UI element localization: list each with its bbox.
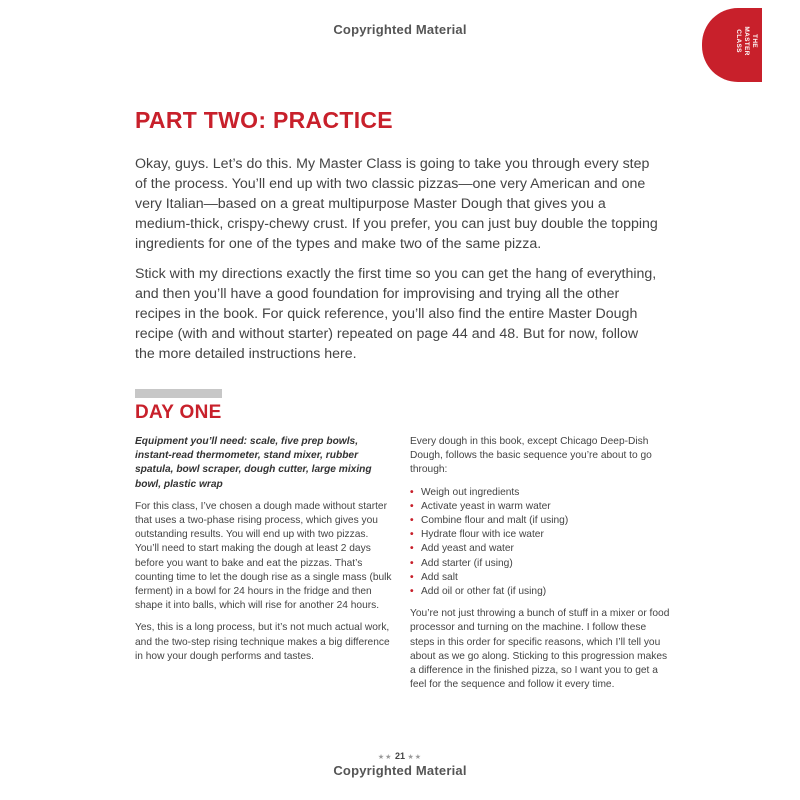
bullet-icon: • (410, 486, 414, 498)
day-one-heading: DAY ONE (135, 402, 222, 423)
bullet-icon: • (410, 543, 414, 555)
bullet-icon: • (410, 515, 414, 527)
bullet-icon: • (410, 557, 414, 569)
list-item: • Add oil or other fat (if using) (410, 585, 672, 599)
list-item: • Combine flour and malt (if using) (410, 514, 672, 528)
list-item: • Activate yeast in warm water (410, 500, 672, 514)
sequence-list (410, 486, 672, 600)
intro-paragraph-2: Stick with my directions exactly the first time so you can get the hang of everything, and then you’ll have a good foundation for improvising and trying all the other recipes in the book. For quick reference, you’ll also find the entire Master Dough recipe (with and without starter) repeated on page 44 and 48. But for now, follow the more detailed instructions here. (135, 266, 657, 362)
copyright-header: Copyrighted Material (333, 22, 467, 37)
list-item: • Add yeast and water (410, 542, 672, 556)
star-ornament-icon: ★★ (407, 754, 423, 761)
chapter-side-tab-label: THE MASTER CLASS (735, 26, 758, 56)
section-divider-bar (135, 389, 222, 398)
bullet-icon: • (410, 500, 414, 512)
sequence-outro: You’re not just throwing a bunch of stuff in a mixer or food processor and turning on the machine. I follow these steps in this order for specific reasons, which I’ll tell you about as we go along. Sticking to this progression makes a difference in the finished pizza, so I want you to get a feel for the sequence and follow it every time. (410, 608, 670, 691)
star-ornament-icon: ★★ (377, 754, 393, 761)
sequence-intro: Every dough in this book, except Chicago Deep-Dish Dough, follows the basic sequence you’re about to go through: (410, 436, 652, 476)
left-paragraph-2: Yes, this is a long process, but it’s not much actual work, and the two-step rising technique makes a big difference in how your dough performs and tastes. (135, 622, 390, 662)
chapter-side-tab (702, 8, 762, 82)
bullet-icon: • (410, 586, 414, 598)
bullet-icon: • (410, 571, 414, 583)
page-number-value: 21 (394, 751, 405, 761)
left-paragraph-1: For this class, I’ve chosen a dough made without starter that uses a two-phase rising process, which gives you outstanding results. You will end up with two pizzas. You’ll need to start making the dough at least 2 days before you want to bake and eat the pizzas. That’s counting time to let the dough rise as a single mass (bulk ferment) in a bowl for 24 hours in the fridge and then shape it into balls, which will rise for another 24 hours. (135, 500, 392, 612)
intro-paragraph-1: Okay, guys. Let’s do this. My Master Class is going to take you through every step of the process. You’ll end up with two classic pizzas—one very American and one very Italian—based on a great multipurpose Master Dough that gives you a medium-thick, crispy-chewy crust. If you prefer, you can just buy double the topping ingredients for one of the types and make two of the same pizza. (135, 156, 658, 252)
list-item: • Weigh out ingredients (410, 486, 672, 500)
page-number (0, 751, 800, 761)
part-title: PART TWO: PRACTICE (135, 107, 393, 133)
bullet-icon: • (410, 529, 414, 541)
list-item: • Add salt (410, 571, 672, 585)
equipment-list: Equipment you’ll need: scale, five prep bowls, instant-read thermometer, stand mixer, rubber spatula, bowl scraper, dough cutter, large mixing bowl, plastic wrap (135, 436, 372, 490)
list-item: • Add starter (if using) (410, 557, 672, 571)
copyright-footer: Copyrighted Material (333, 763, 467, 778)
right-column (410, 435, 672, 700)
list-item: • Hydrate flour with ice water (410, 528, 672, 542)
left-column (135, 435, 393, 672)
